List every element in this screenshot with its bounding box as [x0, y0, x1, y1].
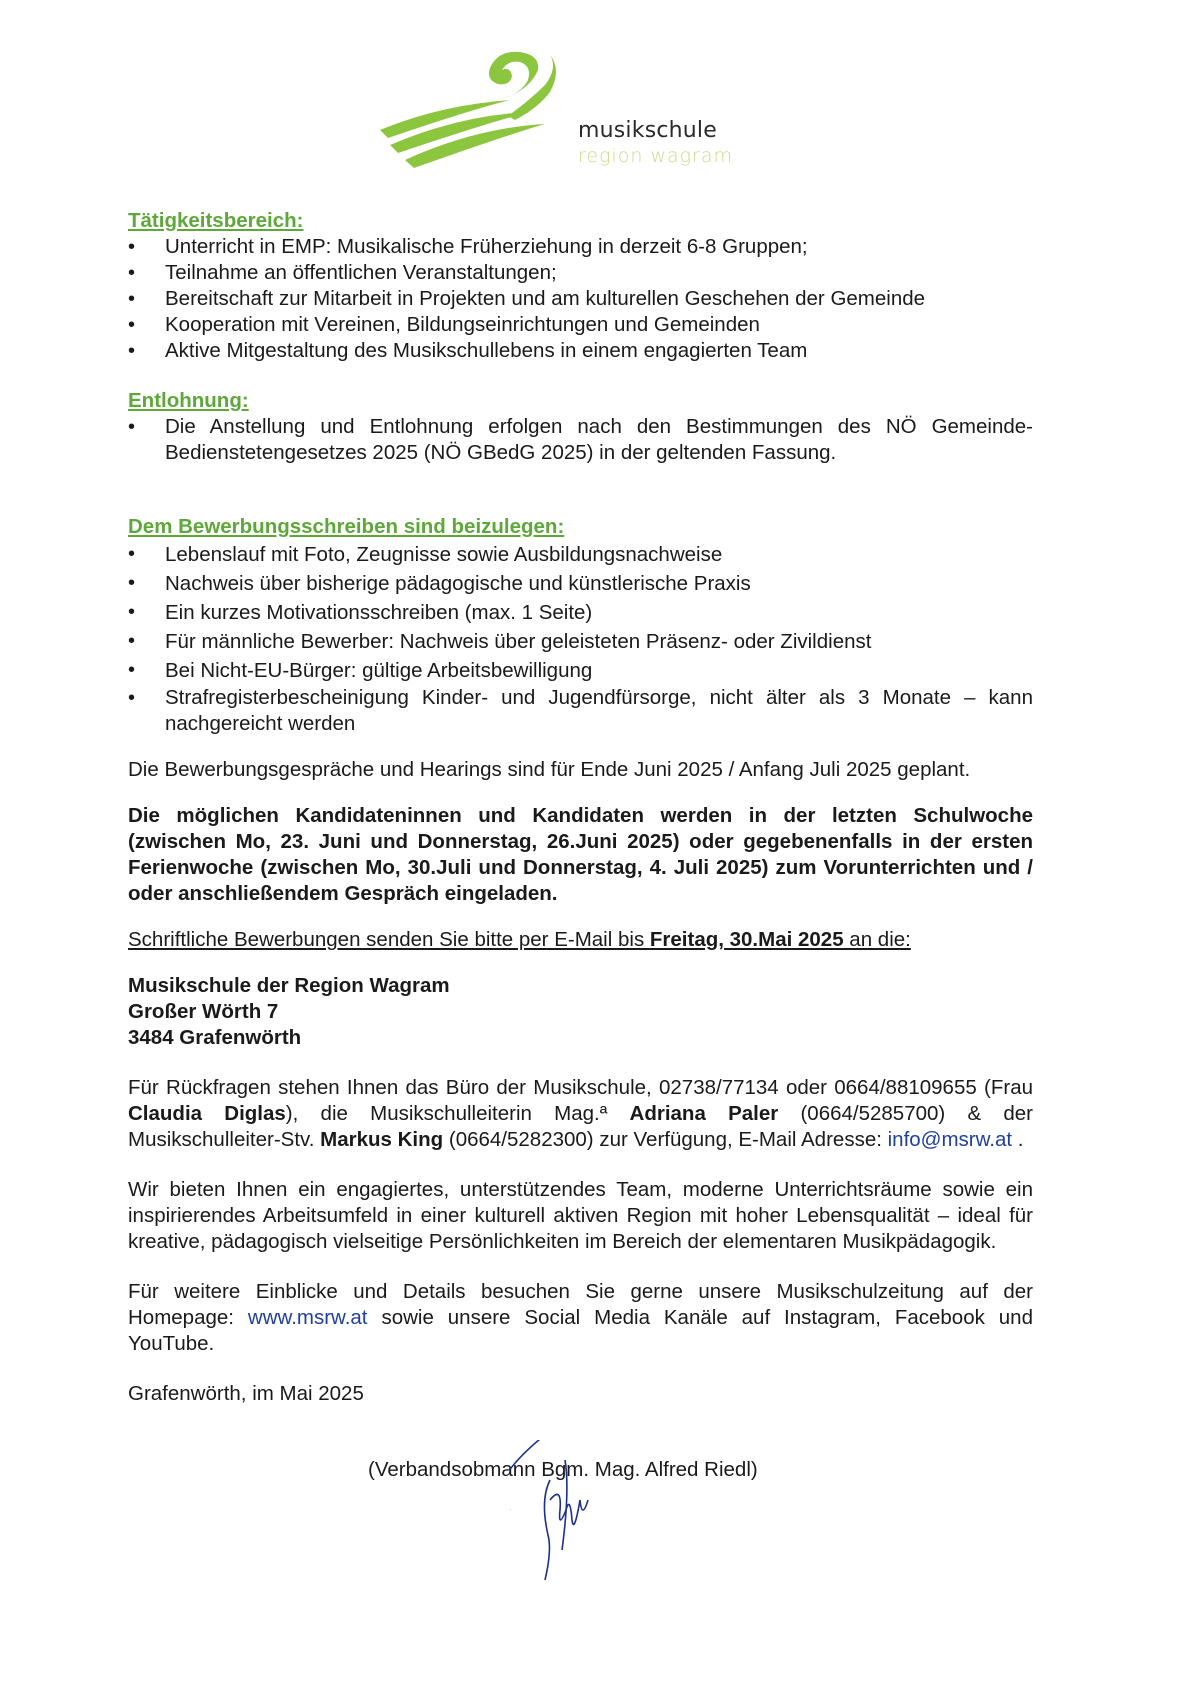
candidates-text: Die möglichen Kandidateninnen und Kandidaten werden in der letzten Schulwoche (zwischen Mo, 23. Juni und Donnerstag, 26.Juni 2025) oder gegebenenfalls in der ersten Ferienwoche (zwischen Mo, 30.Juli und Donnerstag, 4. Juli 2025) zum Vorunterrichten und / oder anschließendem Gespräch eingeladen. [128, 804, 1033, 905]
list-item: • Bei Nicht-EU-Bürger: gültige Arbeitsbewilligung [128, 656, 1033, 685]
address-name: Musikschule der Region Wagram [128, 974, 450, 997]
heading-entlohnung: Entlohnung: [128, 389, 249, 412]
list-entlohnung [128, 414, 1033, 466]
email-link[interactable]: info@msrw.at [887, 1128, 1013, 1151]
list-item: • Teilnahme an öffentlichen Veranstaltungen; [128, 260, 1033, 286]
list-item: • Ein kurzes Motivationsschreiben (max. 1 Seite) [128, 598, 1033, 627]
contact-name-paler: Adriana Paler [629, 1102, 779, 1125]
signatory: (Verbandsobmann Bgm. Mag. Alfred Riedl) [368, 1458, 758, 1481]
contact-paragraph: Für Rückfragen stehen Ihnen das Büro der Musikschule, 02738/77134 oder 0664/88109655 (Frau Claudia Diglas), die Musikschulleiterin Mag.ª Adriana Paler (0664/5285700) & der Musikschulleiter-Stv. Markus King (0664/5282300) zur Verfügung, E-Mail Adresse: info@msrw.at . [128, 1076, 1033, 1151]
contact-name-king: Markus King [320, 1128, 444, 1151]
contact-name-diglas: Claudia Diglas [128, 1102, 286, 1125]
address-block [128, 973, 1033, 1051]
list-item: • Nachweis über bisherige pädagogische und künstlerische Praxis [128, 569, 1033, 598]
list-item: • Strafregisterbescheinigung Kinder- und Jugendfürsorge, nicht älter als 3 Monate – kann nachgereicht werden [128, 685, 1033, 737]
heading-beilagen: Dem Bewerbungsschreiben sind beizulegen: [128, 515, 565, 538]
document-body [128, 208, 1033, 1483]
offer-paragraph: Wir bieten Ihnen ein engagiertes, unterstützendes Team, moderne Unterrichtsräume sowie ein inspirierendes Arbeitsumfeld in einer kulturell aktiven Region mit hoher Lebensqualität – ideal für kreative, pädagogisch vielseitige Persönlichkeiten im Bereich der elementaren Musikpädagogik. [128, 1178, 1033, 1253]
address-city: 3484 Grafenwörth [128, 1026, 302, 1049]
list-item: • Bereitschaft zur Mitarbeit in Projekten und am kulturellen Geschehen der Gemeinde [128, 286, 1033, 312]
list-item: • Für männliche Bewerber: Nachweis über geleisteten Präsenz- oder Zivildienst [128, 627, 1033, 656]
place-date: Grafenwörth, im Mai 2025 [128, 1382, 364, 1405]
list-item: • Kooperation mit Vereinen, Bildungseinrichtungen und Gemeinden [128, 312, 1033, 338]
heading-taetigkeitsbereich: Tätigkeitsbereich: [128, 209, 304, 232]
list-beilagen [128, 540, 1033, 737]
hearings-text: Die Bewerbungsgespräche und Hearings sind für Ende Juni 2025 / Anfang Juli 2025 geplant. [128, 758, 971, 781]
list-item: • Lebenslauf mit Foto, Zeugnisse sowie Ausbildungsnachweise [128, 540, 1033, 569]
logo-subtitle: region wagram [578, 145, 734, 167]
submission-line: Schriftliche Bewerbungen senden Sie bitte per E-Mail bis Freitag, 30.Mai 2025 an die: [128, 928, 911, 951]
logo-title: musikschule [578, 118, 717, 143]
list-item: • Unterricht in EMP: Musikalische Früherziehung in derzeit 6-8 Gruppen; [128, 234, 1033, 260]
list-item: • Die Anstellung und Entlohnung erfolgen nach den Bestimmungen des NÖ Gemeinde-Bedienstetengesetzes 2025 (NÖ GBedG 2025) in der geltenden Fassung. [128, 414, 1033, 466]
address-street: Großer Wörth 7 [128, 1000, 279, 1023]
list-taetigkeitsbereich [128, 234, 1033, 364]
signature-icon [510, 1440, 660, 1590]
more-info-paragraph: Für weitere Einblicke und Details besuchen Sie gerne unsere Musikschulzeitung auf der Homepage: www.msrw.at sowie unsere Social Media Kanäle auf Instagram, Facebook und YouTube. [128, 1280, 1033, 1355]
deadline: Freitag, 30.Mai 2025 [649, 928, 844, 951]
homepage-link[interactable]: www.msrw.at [247, 1306, 368, 1329]
list-item: • Aktive Mitgestaltung des Musikschullebens in einem engagierten Team [128, 338, 1033, 364]
